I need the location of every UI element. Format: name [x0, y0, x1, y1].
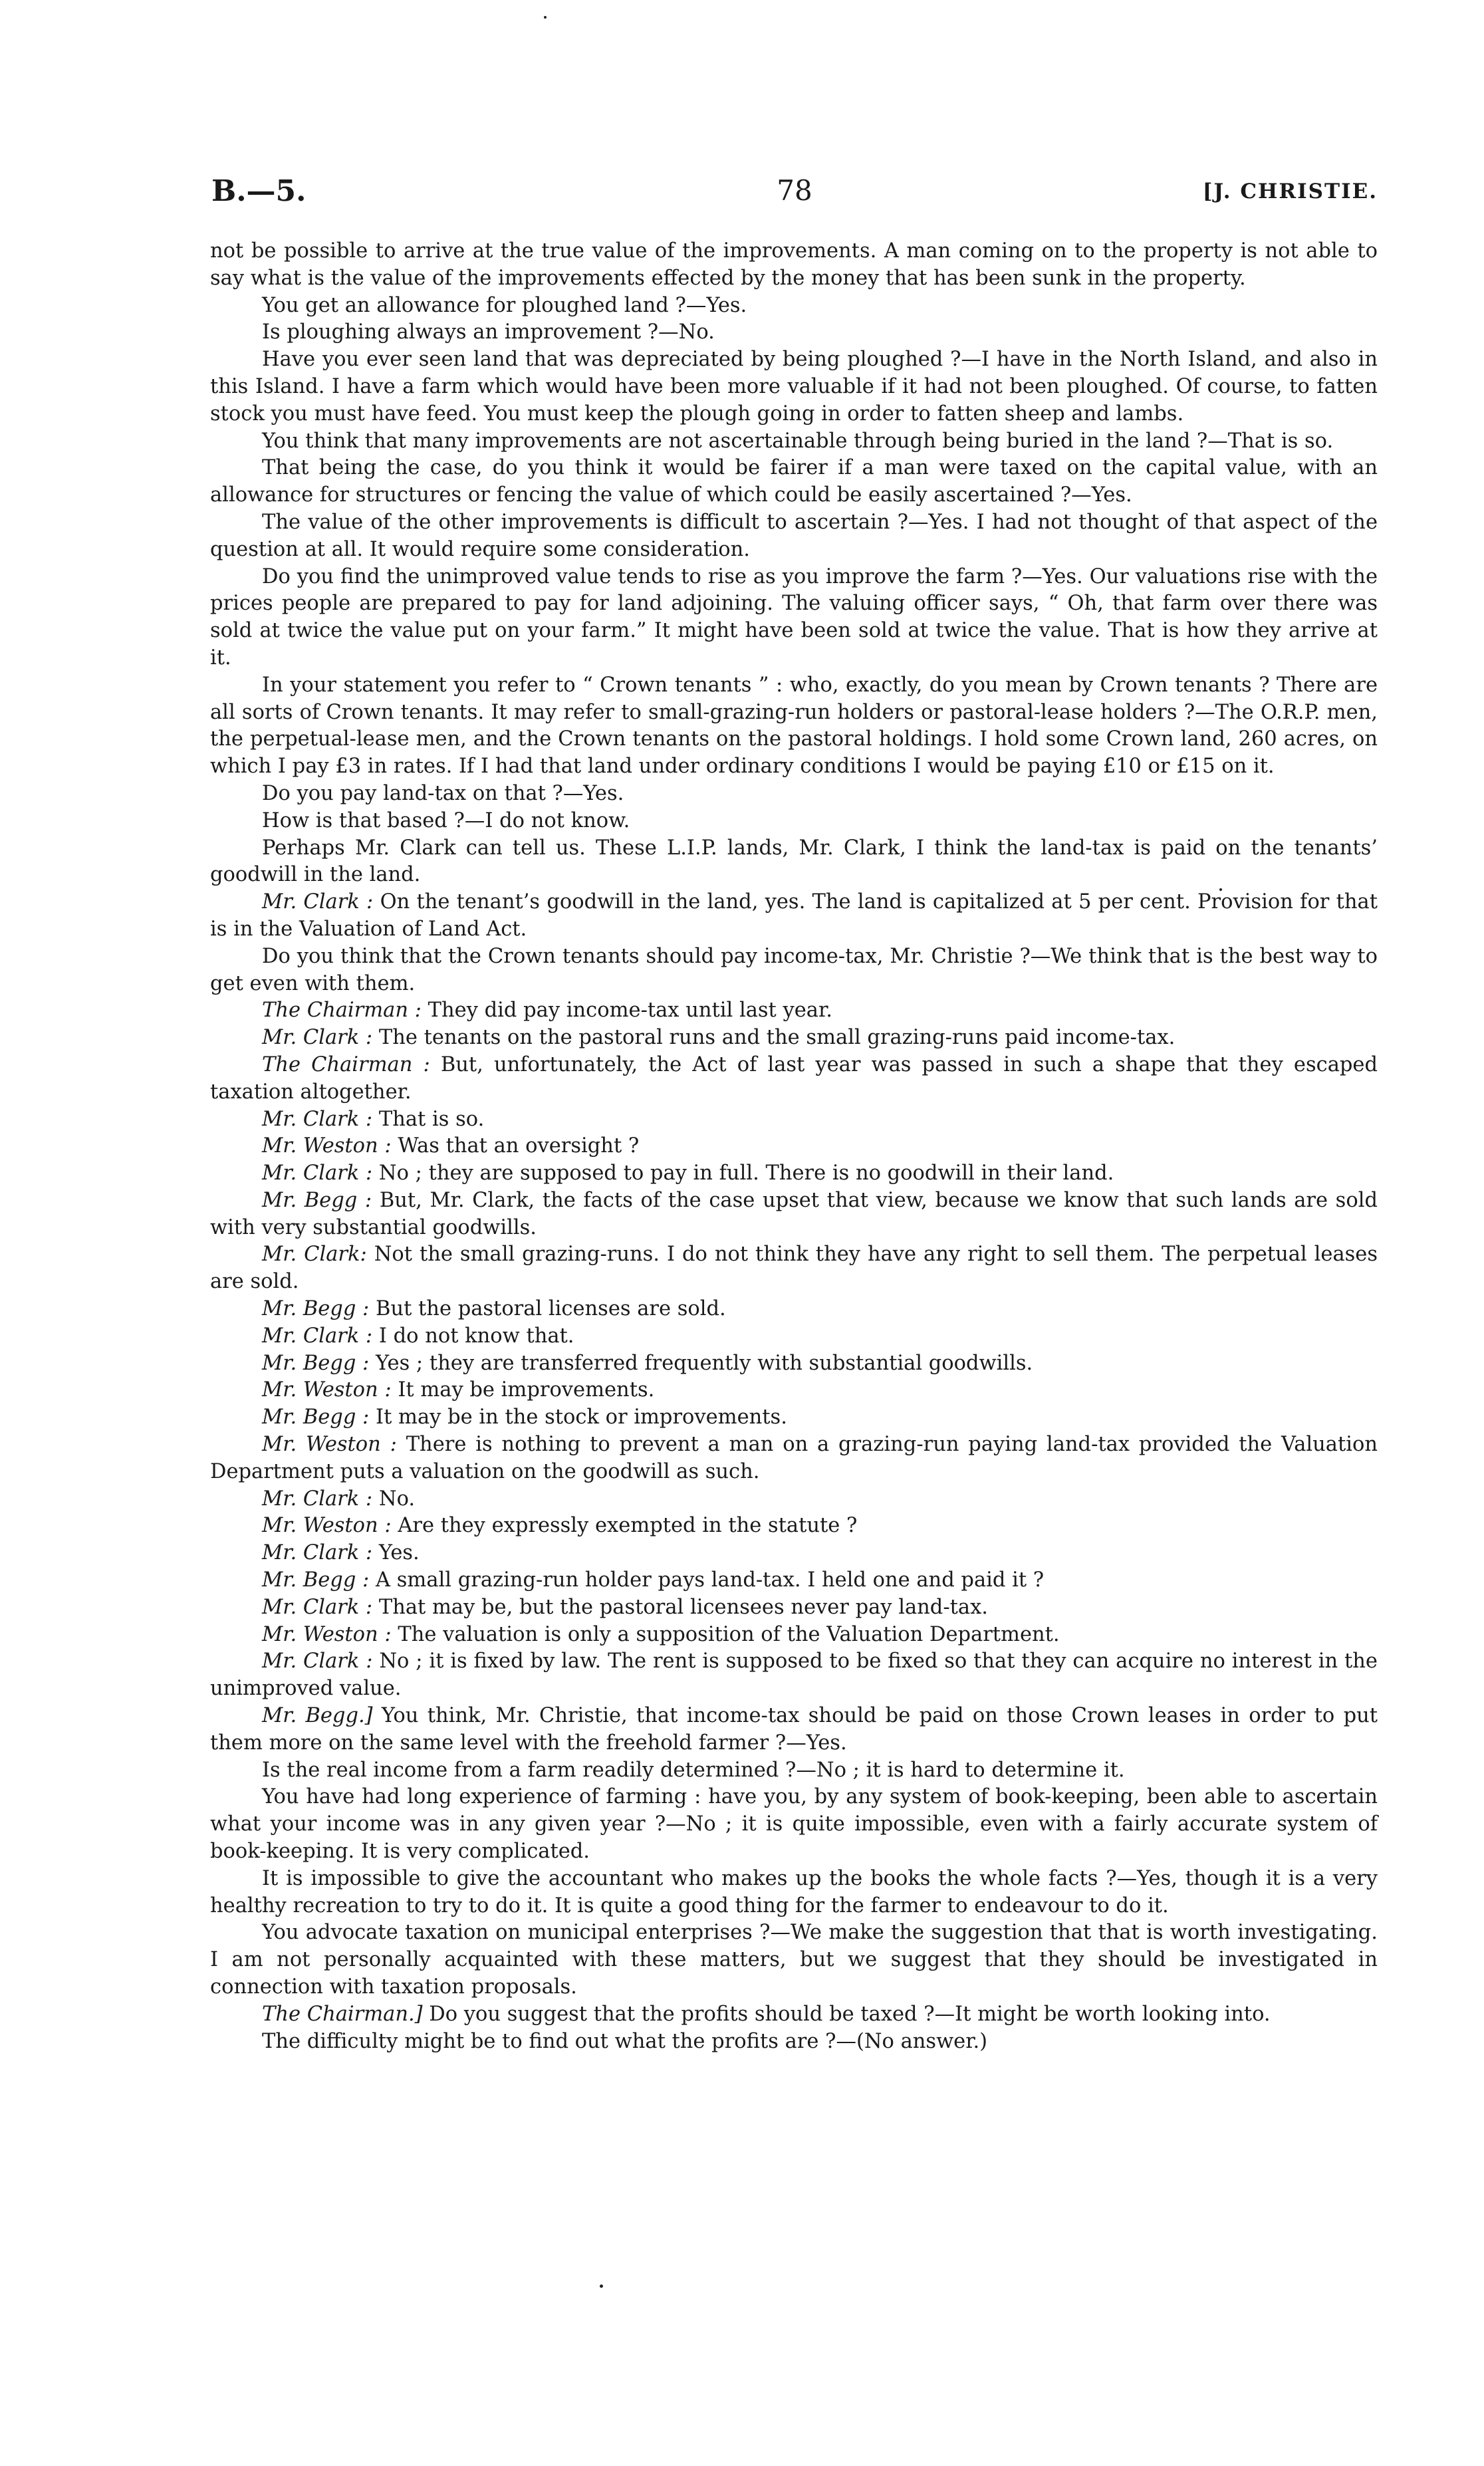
paragraph-text: Do you pay land-tax on that ?—Yes. [262, 781, 624, 805]
transcript-body [210, 238, 1378, 2055]
paragraph-text: Was that an oversight ? [398, 1134, 640, 1158]
transcript-paragraph [210, 835, 1378, 890]
witness-name: [J. CHRISTIE. [1202, 180, 1378, 203]
transcript-paragraph [210, 1350, 1378, 1378]
transcript-paragraph [210, 1513, 1378, 1540]
transcript-paragraph [210, 1567, 1378, 1594]
transcript-paragraph [210, 1594, 1378, 1622]
page-number: 78 [777, 174, 812, 207]
transcript-paragraph [210, 1404, 1378, 1431]
paragraph-text: It is impossible to give the accountant who makes up the books the whole facts ?—Yes, though it is a very healthy recreation to try to do it. It is quite a good thing for the farmer to endeavour to do it. [210, 1866, 1378, 1917]
paragraph-text: You have had long experience of farming : have you, by any system of book-keeping, been able to ascertain what your income was in any given year ?—No ; it is quite impossible, even with a fairly accurate system of book-keeping. It is very complicated. [210, 1785, 1378, 1864]
paragraph-text: You think that many improvements are not ascertainable through being buried in the land ?—That is so. [262, 429, 1334, 453]
paragraph-text: Do you suggest that the profits should be taxed ?—It might be worth looking into. [429, 2002, 1271, 2026]
speck-mark [600, 2284, 603, 2288]
transcript-paragraph [210, 1486, 1378, 1513]
paragraph-text: But, unfortunately, the Act of last year was passed in such a shape that they escaped taxation altogether. [210, 1052, 1378, 1104]
speaker-label: Mr. Begg : [262, 1406, 370, 1429]
transcript-paragraph [210, 1106, 1378, 1134]
transcript-paragraph [210, 428, 1378, 455]
speaker-label: Mr. Clark : [262, 890, 374, 914]
transcript-paragraph [210, 781, 1378, 808]
paragraph-text: You think, Mr. Christie, that income-tax should be paid on those Crown leases in order to put them more on the same level with the freehold farmer ?—Yes. [210, 1704, 1378, 1755]
paragraph-text: There is nothing to prevent a man on a grazing-run paying land-tax provided the Valuation Department puts a valuation on the goodwill as such. [210, 1433, 1378, 1483]
paragraph-text: It may be in the stock or improvements. [376, 1406, 787, 1429]
speaker-label: The Chairman : [262, 1052, 430, 1076]
transcript-paragraph [210, 1540, 1378, 1567]
speck-mark [544, 16, 547, 19]
paragraph-text: It may be improvements. [398, 1378, 655, 1402]
speaker-label: Mr. Begg : [262, 1351, 370, 1375]
transcript-paragraph [210, 455, 1378, 509]
transcript-paragraph [210, 293, 1378, 320]
paragraph-text: Are they expressly exempted in the statute ? [398, 1514, 858, 1538]
paragraph-text: The tenants on the pastoral runs and the small grazing-runs paid income-tax. [378, 1026, 1175, 1050]
transcript-paragraph [210, 1784, 1378, 1865]
transcript-paragraph [210, 1160, 1378, 1187]
paragraph-text: I do not know that. [378, 1324, 574, 1348]
paragraph-text: That may be, but the pastoral licensees never pay land-tax. [378, 1595, 988, 1619]
paragraph-text: Yes ; they are transferred frequently with substantial goodwills. [376, 1351, 1033, 1375]
transcript-paragraph [210, 1241, 1378, 1296]
transcript-paragraph [210, 1648, 1378, 1703]
paragraph-text: You advocate taxation on municipal enterprises ?—We make the suggestion that that is worth investigating. I am not personally acquainted with these matters, but we suggest that they should be investigated in connection with taxation proposals. [210, 1921, 1378, 1999]
paragraph-text: No. [378, 1487, 416, 1511]
paragraph-text: That being the case, do you think it would be fairer if a man were taxed on the capital value, with an allowance for structures or fencing the value of which could be easily ascertained ?—Yes. [210, 456, 1378, 507]
paragraph-text: On the tenant’s goodwill in the land, yes. The land is capitalized at 5 per cent. Provision for that is in the Valuation of Land Act. [210, 890, 1378, 941]
transcript-paragraph [210, 1431, 1378, 1486]
transcript-paragraph [210, 1622, 1378, 1649]
speaker-label: Mr. Weston : [262, 1433, 397, 1457]
transcript-paragraph [210, 1323, 1378, 1350]
speaker-label: Mr. Begg.] [262, 1704, 373, 1728]
transcript-paragraph [210, 2001, 1378, 2029]
transcript-paragraph [210, 997, 1378, 1025]
paragraph-text: But, Mr. Clark, the facts of the case upset that view, because we know that such lands are sold with very substantial goodwills. [210, 1188, 1378, 1239]
speaker-label: Mr. Begg : [262, 1568, 370, 1592]
paragraph-text: No ; they are supposed to pay in full. There is no goodwill in their land. [378, 1162, 1114, 1185]
transcript-paragraph [210, 1187, 1378, 1242]
paragraph-text: In your statement you refer to “ Crown tenants ” : who, exactly, do you mean by Crown tenants ? There are all sorts of Crown tenants. It may refer to small-grazing-run holders or pastoral-lease holders ?—The O.R.P. men, the perpetual-lease men, and the Crown tenants on the pastoral holdings. I hold some Crown land, 260 acres, on which I pay £3 in rates. If I had that land under ordinary conditions I would be paying £10 or £15 on it. [210, 673, 1378, 779]
paragraph-text: Not the small grazing-runs. I do not think they have any right to sell them. The perpetual leases are sold. [210, 1243, 1378, 1294]
transcript-paragraph [210, 319, 1378, 346]
transcript-paragraph [210, 1919, 1378, 2001]
paragraph-text: Perhaps Mr. Clark can tell us. These L.I.P. lands, Mr. Clark, I think the land-tax is paid on the tenants’ goodwill in the land. [210, 836, 1378, 887]
speaker-label: Mr. Clark : [262, 1026, 373, 1050]
paragraph-text: not be possible to arrive at the true value of the improvements. A man coming on to the property is not able to say what is the value of the improvements effected by the money that has been sunk in the property. [210, 239, 1378, 290]
paragraph-text: Is the real income from a farm readily determined ?—No ; it is hard to determine it. [262, 1758, 1125, 1782]
transcript-paragraph [210, 672, 1378, 781]
speaker-label: Mr. Clark : [262, 1107, 373, 1131]
transcript-paragraph [210, 889, 1378, 943]
paragraph-text: But the pastoral licenses are sold. [376, 1297, 726, 1321]
transcript-paragraph [210, 1133, 1378, 1160]
transcript-paragraph [210, 509, 1378, 564]
speaker-label: Mr. Weston : [262, 1378, 392, 1402]
paragraph-text: Yes. [378, 1541, 420, 1565]
paragraph-text: The difficulty might be to find out what the profits are ?—(No answer.) [262, 2029, 988, 2053]
transcript-paragraph [210, 943, 1378, 998]
speaker-label: Mr. Clark : [262, 1162, 373, 1185]
transcript-paragraph [210, 1296, 1378, 1323]
transcript-paragraph [210, 238, 1378, 293]
paragraph-text: The valuation is only a supposition of the Valuation Department. [398, 1622, 1060, 1646]
speaker-label: Mr. Clark : [262, 1595, 373, 1619]
speaker-label: Mr. Weston : [262, 1134, 392, 1158]
speaker-label: Mr. Clark: [262, 1243, 367, 1267]
transcript-paragraph [210, 808, 1378, 835]
speaker-label: Mr. Clark : [262, 1487, 373, 1511]
speaker-label: Mr. Weston : [262, 1514, 392, 1538]
speaker-label: Mr. Begg : [262, 1188, 372, 1212]
paragraph-text: The value of the other improvements is difficult to ascertain ?—Yes. I had not thought of that aspect of the question at all. It would require some consideration. [210, 510, 1378, 561]
page-header [211, 174, 1378, 214]
speaker-label: Mr. Clark : [262, 1541, 373, 1565]
speaker-label: Mr. Weston : [262, 1622, 392, 1646]
paragraph-text: No ; it is fixed by law. The rent is supposed to be fixed so that they can acquire no interest in the unimproved value. [210, 1650, 1378, 1701]
paragraph-text: Do you think that the Crown tenants should pay income-tax, Mr. Christie ?—We think that is the best way to get even with them. [210, 944, 1378, 995]
speaker-label: The Chairman.] [262, 2002, 423, 2026]
transcript-paragraph [210, 2029, 1378, 2056]
speaker-label: The Chairman : [262, 999, 422, 1023]
paragraph-text: A small grazing-run holder pays land-tax. I held one and paid it ? [376, 1568, 1045, 1592]
transcript-paragraph [210, 1052, 1378, 1106]
document-code: B.—5. [211, 174, 307, 208]
transcript-paragraph [210, 1377, 1378, 1404]
paragraph-text: You get an allowance for ploughed land ?—Yes. [262, 293, 747, 317]
speaker-label: Mr. Clark : [262, 1650, 373, 1673]
paragraph-text: How is that based ?—I do not know. [262, 808, 630, 832]
transcript-paragraph [210, 1703, 1378, 1757]
paragraph-text: Have you ever seen land that was depreciated by being ploughed ?—I have in the North Island, and also in this Island. I have a farm which would have been more valuable if it had not been ploughed. Of course, to fatten stock you must have feed. You must keep the plough going in order to fatten sheep and lambs. [210, 348, 1378, 426]
transcript-paragraph [210, 564, 1378, 672]
transcript-paragraph [210, 1757, 1378, 1785]
speaker-label: Mr. Begg : [262, 1297, 370, 1321]
transcript-paragraph [210, 1866, 1378, 1920]
paragraph-text: Do you find the unimproved value tends to rise as you improve the farm ?—Yes. Our valuations rise with the prices people are prepared to pay for land adjoining. The valuing officer says, “ Oh, that farm over there was sold at twice the value put on your farm.” It might have been sold at twice the value. That is how they arrive at it. [210, 564, 1378, 670]
paragraph-text: That is so. [378, 1107, 485, 1131]
transcript-paragraph [210, 1025, 1378, 1052]
paragraph-text: Is ploughing always an improvement ?—No. [262, 320, 715, 344]
speaker-label: Mr. Clark : [262, 1324, 373, 1348]
paragraph-text: They did pay income-tax until last year. [428, 999, 832, 1023]
transcript-paragraph [210, 346, 1378, 428]
